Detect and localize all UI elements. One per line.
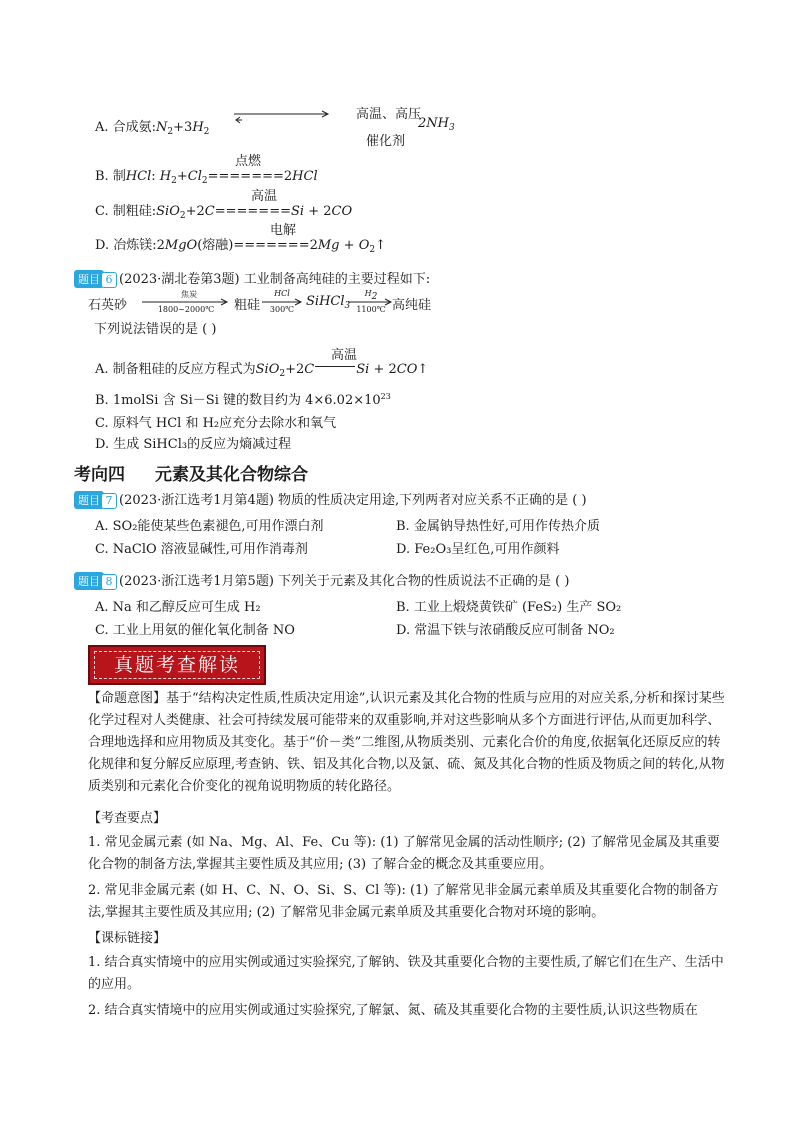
reversible-arrow bbox=[232, 110, 332, 124]
option-b-condition: 点燃 bbox=[235, 154, 262, 169]
option-c: C. 制粗硅:SiO$_2$+2C=======Si + 2CO bbox=[95, 204, 353, 221]
link-2: 2. 结合真实情境中的应用实例或通过实验探究,了解氯、氮、硫及其重要化合物的主要性质,认识这些物质在 bbox=[88, 1003, 698, 1018]
point-2: 2. 常见非金属元素 (如 H、C、N、O、Si、S、Cl 等): (1) 了解常见非金属元素单质及其重要化合物的制备方法,掌握其主要性质及其应用; (2) 了解常见非金属元素单质及其重要化合物对环境的影响。 bbox=[88, 883, 719, 920]
question-tag: 题目 bbox=[74, 270, 104, 288]
option-c-condition: 高温 bbox=[251, 189, 278, 204]
question-6-ask: 下列说法错误的是 ( ) bbox=[94, 322, 217, 337]
question-tag: 题目 bbox=[74, 491, 104, 509]
question-tag: 题目 bbox=[74, 572, 104, 590]
option-d-condition: 电解 bbox=[270, 223, 297, 238]
link-title: 【课标链接】 bbox=[88, 931, 167, 946]
option-a-product: $2NH_3$ bbox=[418, 116, 455, 133]
option-d: D. 冶炼镁:2MgO(熔融)$=======2Mg + O_2↑$ bbox=[95, 238, 386, 255]
option-b: B. 制HCl: $H_2+Cl_2=======2HCl$ bbox=[95, 169, 318, 186]
option-a: A. 合成氨$:N_2+3H_2$ bbox=[95, 120, 210, 137]
option-a-condition-top: 高温、高压 bbox=[356, 107, 422, 122]
q7-option-b: B. 金属钠导热性好,可用作传热介质 bbox=[396, 519, 600, 534]
q6-option-c: C. 原料气 HCl 和 H₂应充分去除水和氧气 bbox=[95, 416, 337, 431]
q6-option-a: A. 制备粗硅的反应方程式为SiO$_2$+2C Si + 2CO↑ bbox=[95, 362, 429, 379]
link-1: 1. 结合真实情境中的应用实例或通过实验探究,了解钠、铁及其重要化合物的主要性质,了解它们在生产、生活中的应用。 bbox=[88, 955, 724, 992]
points-title: 【考查要点】 bbox=[88, 811, 167, 826]
question-6-header: 题目 6 (2023·湖北卷第3题) 工业制备高纯硅的主要过程如下: bbox=[74, 268, 430, 288]
q6-option-b: B. 1molSi 含 Si－Si 键的数目约为 $4\times 6.02\times 10^{23}$ bbox=[95, 392, 391, 408]
section-heading: 考向四 元素及其化合物综合 bbox=[74, 465, 308, 485]
option-a-condition-bottom: 催化剂 bbox=[366, 134, 406, 149]
section-banner bbox=[88, 645, 266, 685]
point-1: 1. 常见金属元素 (如 Na、Mg、Al、Fe、Cu 等): (1) 了解常见金属的活动性顺序; (2) 了解常见金属及其重要化合物的制备方法,掌握其主要性质及其应用; (3) 了解合金的概念及其重要应用。 bbox=[88, 835, 720, 872]
question-7-header: 题目 7 (2023·浙江选考1月第4题) 物质的性质决定用途,下列两者对应关系不正确的是 ( ) bbox=[74, 489, 587, 509]
q6-option-d: D. 生成 SiHCl₃的反应为熵减过程 bbox=[95, 437, 292, 452]
question-8-header: 题目 8 (2023·浙江选考1月第5题) 下列关于元素及其化合物的性质说法不正确的是 ( ) bbox=[74, 570, 569, 590]
q8-option-d: D. 常温下铁与浓硝酸反应可制备 NO₂ bbox=[396, 623, 615, 638]
q8-option-a: A. Na 和乙醇反应可生成 H₂ bbox=[95, 600, 261, 615]
q6-a-condition: 高温 bbox=[331, 348, 358, 363]
q7-option-c: C. NaClO 溶液显碱性,可用作消毒剂 bbox=[95, 542, 308, 557]
banner-title: 真题考查解读 bbox=[94, 651, 260, 679]
q8-option-b: B. 工业上煅烧黄铁矿 (FeS₂) 生产 SO₂ bbox=[396, 600, 622, 615]
q7-option-d: D. Fe₂O₃呈红色,可用作颜料 bbox=[396, 542, 560, 557]
silicon-flow: 石英砂 bbox=[88, 298, 128, 313]
intent-paragraph: 【命题意图】基于“结构决定性质,性质决定用途”,认识元素及其化合物的性质与应用的对应关系,分析和探讨某些化学过程对人类健康、社会可持续发展可能带来的双重影响,并对这些影响从多个方面进行评估,从而更加科学、合理地选择和应用物质及其变化。基于“价－类”二维图,从物质类别、元素化合价的角度,依据氧化还原反应的转化规律和复分解反应原理,考查钠、铁、铝及其化合物,以及氯、硫、氮及其化合物的性质及物质之间的转化,从物质类别和元素化合价变化的视角说明物质的转化路径。 bbox=[88, 691, 725, 794]
q7-option-a: A. SO₂能使某些色素褪色,可用作漂白剂 bbox=[95, 519, 324, 534]
q8-option-c: C. 工业上用氨的催化氧化制备 NO bbox=[95, 623, 295, 638]
